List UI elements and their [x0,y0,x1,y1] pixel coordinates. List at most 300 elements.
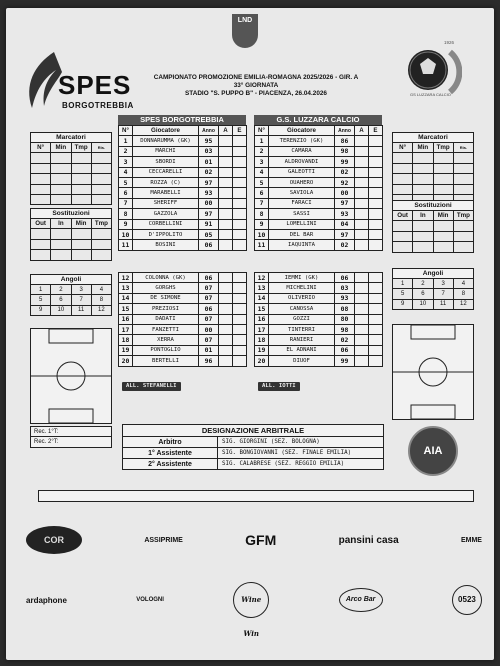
player-row [255,229,383,239]
player-row [119,240,247,250]
player-a [355,229,369,239]
player-name: BERTELLI [133,356,199,366]
player-name: SASSI [269,209,335,219]
player-row [255,167,383,177]
player-e [233,240,247,250]
player-number: 5 [255,177,269,187]
player-row [255,209,383,219]
player-name: CECCARELLI [133,167,199,177]
player-e [369,219,383,229]
player-number: 11 [119,240,133,250]
player-e [233,356,247,366]
player-name: IAQUINTA [269,240,335,250]
referee-role: 2° Assistente [123,459,218,469]
col-in: In [413,211,433,221]
player-year: 06 [335,273,355,283]
sponsors-row-1 [26,520,482,560]
home-coach: ALL. STEFANELLI [122,382,181,391]
player-year: 98 [335,146,355,156]
player-a [219,293,233,303]
player-a [355,314,369,324]
match-sheet [6,8,494,660]
player-e [233,273,247,283]
player-name: XERRA [133,335,199,345]
sponsor-logo [452,585,482,615]
federation-logo-text: LND [237,17,253,24]
away-scorers-title: Marcatori [392,132,474,142]
player-e [369,273,383,283]
player-year: 99 [335,157,355,167]
player-row [255,293,383,303]
player-row [255,356,383,366]
player-name: ALDROVANDI [269,157,335,167]
sponsor-logo [26,596,67,605]
player-year: 92 [335,177,355,187]
player-row [119,177,247,187]
player-name: MARABELLI [133,188,199,198]
col-min: Min [433,211,453,221]
away-subs-table [392,210,474,253]
recovery-second-half: Rec. 2°T: [34,439,59,445]
player-name: FANZETTI [133,324,199,334]
aia-badge [408,426,458,476]
player-name: EL ADNANI [269,345,335,355]
player-number: 10 [255,229,269,239]
away-club-badge [406,40,462,100]
player-row [255,273,383,283]
player-a [219,209,233,219]
player-year: 97 [335,198,355,208]
col-player: Giocatore [133,126,199,136]
player-row [255,157,383,167]
player-name: DIUOF [269,356,335,366]
player-row [119,219,247,229]
player-name: OUAHERO [269,177,335,187]
player-number: 18 [119,335,133,345]
player-year: 93 [335,209,355,219]
player-a [355,293,369,303]
player-a [219,146,233,156]
home-corners-title: Angoli [30,274,112,284]
sponsor-logo [461,537,482,544]
away-scorers-table [392,142,474,205]
player-year: 08 [335,304,355,314]
home-starters-table [118,125,247,251]
player-name: DONNARUMMA (GK) [133,136,199,146]
player-row [119,314,247,324]
player-name: LOMELLINI [269,219,335,229]
player-row [119,273,247,283]
player-year: 91 [199,219,219,229]
player-e [369,293,383,303]
sponsor-name: ardaphone [26,595,67,605]
player-a [219,157,233,167]
player-number: 13 [255,283,269,293]
player-number: 10 [119,229,133,239]
col-year: Anno [335,126,355,136]
player-number: 1 [255,136,269,146]
player-number: 16 [119,314,133,324]
pitch-icon [393,325,473,419]
sponsor-name: pansini casa [338,534,399,546]
home-scorers-table [30,142,112,205]
matchday: 33° GIORNATA [233,82,279,89]
player-year: 97 [199,209,219,219]
player-e [369,209,383,219]
player-year: 93 [335,293,355,303]
player-a [355,356,369,366]
referee-name: SIG. CALABRESE (SEZ. REGGIO EMILIA) [222,461,345,467]
sponsor-name: 0523 [458,595,476,604]
player-e [369,177,383,187]
club-name: SPES [58,70,132,100]
sponsor-name: COR [44,535,64,545]
referee-rows [123,436,383,469]
player-e [233,146,247,156]
player-e [233,198,247,208]
player-year: 96 [199,356,219,366]
player-e [233,136,247,146]
player-e [233,177,247,187]
player-number: 8 [119,209,133,219]
col-n: N° [31,143,51,153]
col-year: Anno [199,126,219,136]
player-year: 00 [199,324,219,334]
player-year: 01 [199,157,219,167]
col-out: Out [393,211,413,221]
player-number: 4 [255,167,269,177]
sponsor-logo [339,535,399,546]
pitch-icon [31,329,111,423]
player-row [119,324,247,334]
player-year: 06 [199,304,219,314]
player-a [219,229,233,239]
player-a [355,198,369,208]
player-e [369,240,383,250]
player-row [255,146,383,156]
player-row [119,283,247,293]
player-number: 5 [119,177,133,187]
player-row [255,136,383,146]
player-name: SAVIOLA [269,188,335,198]
player-row [255,188,383,198]
player-number: 12 [119,273,133,283]
player-number: 7 [255,198,269,208]
recovery-box [30,426,112,448]
col-min: Min [51,143,71,153]
player-a [355,304,369,314]
col-a: A [355,126,369,136]
player-e [233,209,247,219]
home-team-name: SPES BORGOTREBBIA [118,115,246,125]
player-a [355,335,369,345]
aia-badge-text: AIA [423,445,443,457]
player-number: 6 [255,188,269,198]
sponsor-name: ASSIPRIME [144,536,183,544]
player-a [355,177,369,187]
player-row [255,314,383,324]
player-name: CORBELLINI [133,219,199,229]
home-scorers-box [30,132,112,205]
sponsor-logo [136,597,164,603]
club-subname: BORGOTREBBIA [62,101,134,110]
championship-title: CAMPIONATO PROMOZIONE EMILIA-ROMAGNA 2025/2026 - GIR. A [153,74,359,81]
player-e [233,324,247,334]
away-subs-box [392,200,474,253]
player-row [255,177,383,187]
player-a [355,167,369,177]
player-number: 15 [119,304,133,314]
sponsor-name: Wine Win [241,595,262,638]
player-a [355,146,369,156]
player-e [233,283,247,293]
player-number: 19 [119,345,133,355]
player-name: GAZZOLA [133,209,199,219]
player-year: 07 [199,314,219,324]
player-year: 93 [199,188,219,198]
player-name: SBORDI [133,157,199,167]
away-coach: ALL. IOTTI [258,382,300,391]
player-year: 04 [335,219,355,229]
player-row [255,345,383,355]
recovery-first-half: Rec. 1°T: [31,427,111,437]
away-corners-box [392,268,474,310]
home-scorers-title: Marcatori [30,132,112,142]
col-number: N° [255,126,269,136]
player-name: D'IPPOLITO [133,229,199,239]
player-year: 01 [199,345,219,355]
player-name: RANIERI [269,335,335,345]
player-number: 14 [255,293,269,303]
player-number: 16 [255,314,269,324]
player-row [119,146,247,156]
home-subs-table [30,218,112,261]
player-row [119,198,247,208]
player-name: SHERIFF [133,198,199,208]
player-year: 98 [335,324,355,334]
player-e [369,229,383,239]
player-e [233,304,247,314]
player-e [233,314,247,324]
player-row [255,304,383,314]
player-e [233,167,247,177]
player-name: GORGHS [133,283,199,293]
player-e [369,324,383,334]
player-number: 18 [255,335,269,345]
player-e [369,335,383,345]
player-a [219,345,233,355]
col-n: N° [393,143,413,153]
sponsor-name: GFM [245,532,277,548]
player-year: 02 [199,167,219,177]
col-ris: Ris. [91,143,111,153]
player-number: 2 [119,146,133,156]
player-a [219,188,233,198]
player-number: 3 [119,157,133,167]
col-e: E [233,126,247,136]
player-a [219,177,233,187]
player-row [255,324,383,334]
player-number: 3 [255,157,269,167]
player-year: 86 [335,136,355,146]
player-row [255,335,383,345]
player-a [355,324,369,334]
player-row [119,209,247,219]
player-row [119,345,247,355]
col-player: Giocatore [269,126,335,136]
player-e [233,157,247,167]
home-subs-title: Sostituzioni [30,208,112,218]
player-name: DADATI [133,314,199,324]
player-a [219,167,233,177]
referee-name: SIG. GIORGINI (SEZ. BOLOGNA) [222,439,320,445]
player-number: 17 [119,324,133,334]
col-a: A [219,126,233,136]
away-scorers-box [392,132,474,205]
player-e [369,345,383,355]
player-a [219,324,233,334]
player-a [355,345,369,355]
referee-role: 1° Assistente [123,448,218,458]
player-number: 11 [255,240,269,250]
player-number: 13 [119,283,133,293]
player-year: 02 [335,240,355,250]
away-subs-title: Sostituzioni [392,200,474,210]
player-name: DEL BAR [269,229,335,239]
player-year: 00 [335,188,355,198]
player-name: PONTOGLIO [133,345,199,355]
player-e [369,167,383,177]
player-a [219,240,233,250]
player-year: 00 [199,198,219,208]
player-row [119,356,247,366]
col-in: In [51,219,71,229]
player-year: 95 [199,136,219,146]
home-corners-box [30,274,112,316]
player-year: 02 [335,167,355,177]
player-year: 06 [199,240,219,250]
player-a [355,188,369,198]
player-name: BOSINI [133,240,199,250]
venue-date: STADIO "S. PUPPO B" - PIACENZA, 26.04.2026 [185,90,327,97]
col-tmp: Tmp [433,143,453,153]
player-a [219,283,233,293]
federation-logo [232,14,258,48]
player-number: 2 [255,146,269,156]
col-min: Min [71,219,91,229]
player-row [119,136,247,146]
referee-row [123,447,383,458]
sponsor-logo [233,582,269,638]
player-a [355,136,369,146]
player-name: MARCHI [133,146,199,156]
player-number: 20 [119,356,133,366]
player-e [369,283,383,293]
player-e [369,157,383,167]
sponsors-row-2 [26,580,482,638]
player-year: 02 [335,335,355,345]
away-badge-year: 1926 [444,40,455,45]
away-field-diagram [392,324,474,420]
player-a [219,356,233,366]
player-row [255,198,383,208]
home-subs-box [30,208,112,261]
sponsor-logo [144,537,183,544]
col-tmp: Tmp [91,219,111,229]
player-name: GOZZI [269,314,335,324]
player-row [119,188,247,198]
player-row [255,219,383,229]
player-a [219,304,233,314]
player-a [355,157,369,167]
player-row [255,240,383,250]
player-name: IEMMI (GK) [269,273,335,283]
player-e [233,229,247,239]
player-row [119,157,247,167]
away-corners-title: Angoli [392,268,474,278]
player-a [355,219,369,229]
player-e [233,219,247,229]
col-number: N° [119,126,133,136]
player-name: TERENZIO (GK) [269,136,335,146]
col-tmp: Tmp [71,143,91,153]
player-number: 17 [255,324,269,334]
away-team-name: G.S. LUZZARA CALCIO [254,115,382,125]
player-name: MICHELINI [269,283,335,293]
player-a [355,283,369,293]
player-name: PREZIOSI [133,304,199,314]
player-e [369,198,383,208]
player-year: 06 [199,273,219,283]
player-year: 03 [199,146,219,156]
player-e [369,146,383,156]
player-year: 05 [199,229,219,239]
match-header [136,74,376,98]
player-number: 12 [255,273,269,283]
player-number: 1 [119,136,133,146]
sponsor-logo [339,588,383,612]
player-e [369,356,383,366]
notes-bar [38,490,474,502]
player-number: 15 [255,304,269,314]
player-e [233,345,247,355]
col-min: Min [413,143,433,153]
player-e [233,335,247,345]
player-name: CANOSSA [269,304,335,314]
player-year: 97 [335,229,355,239]
col-e: E [369,126,383,136]
player-number: 8 [255,209,269,219]
player-row [119,335,247,345]
player-a [219,219,233,229]
player-a [219,198,233,208]
player-e [369,314,383,324]
referee-name: SIG. BONGIOVANNI (SEZ. FINALE EMILIA) [222,450,352,456]
away-starters-table [254,125,383,251]
player-number: 9 [119,219,133,229]
sponsor-name: VOLOGNI [136,597,164,603]
player-e [369,188,383,198]
referee-row [123,436,383,447]
player-name: GALEOTTI [269,167,335,177]
col-out: Out [31,219,51,229]
player-number: 4 [119,167,133,177]
sponsor-logo [245,532,276,548]
home-field-diagram [30,328,112,424]
sponsor-logo [26,526,82,554]
player-name: CAMARA [269,146,335,156]
col-tmp: Tmp [453,211,473,221]
